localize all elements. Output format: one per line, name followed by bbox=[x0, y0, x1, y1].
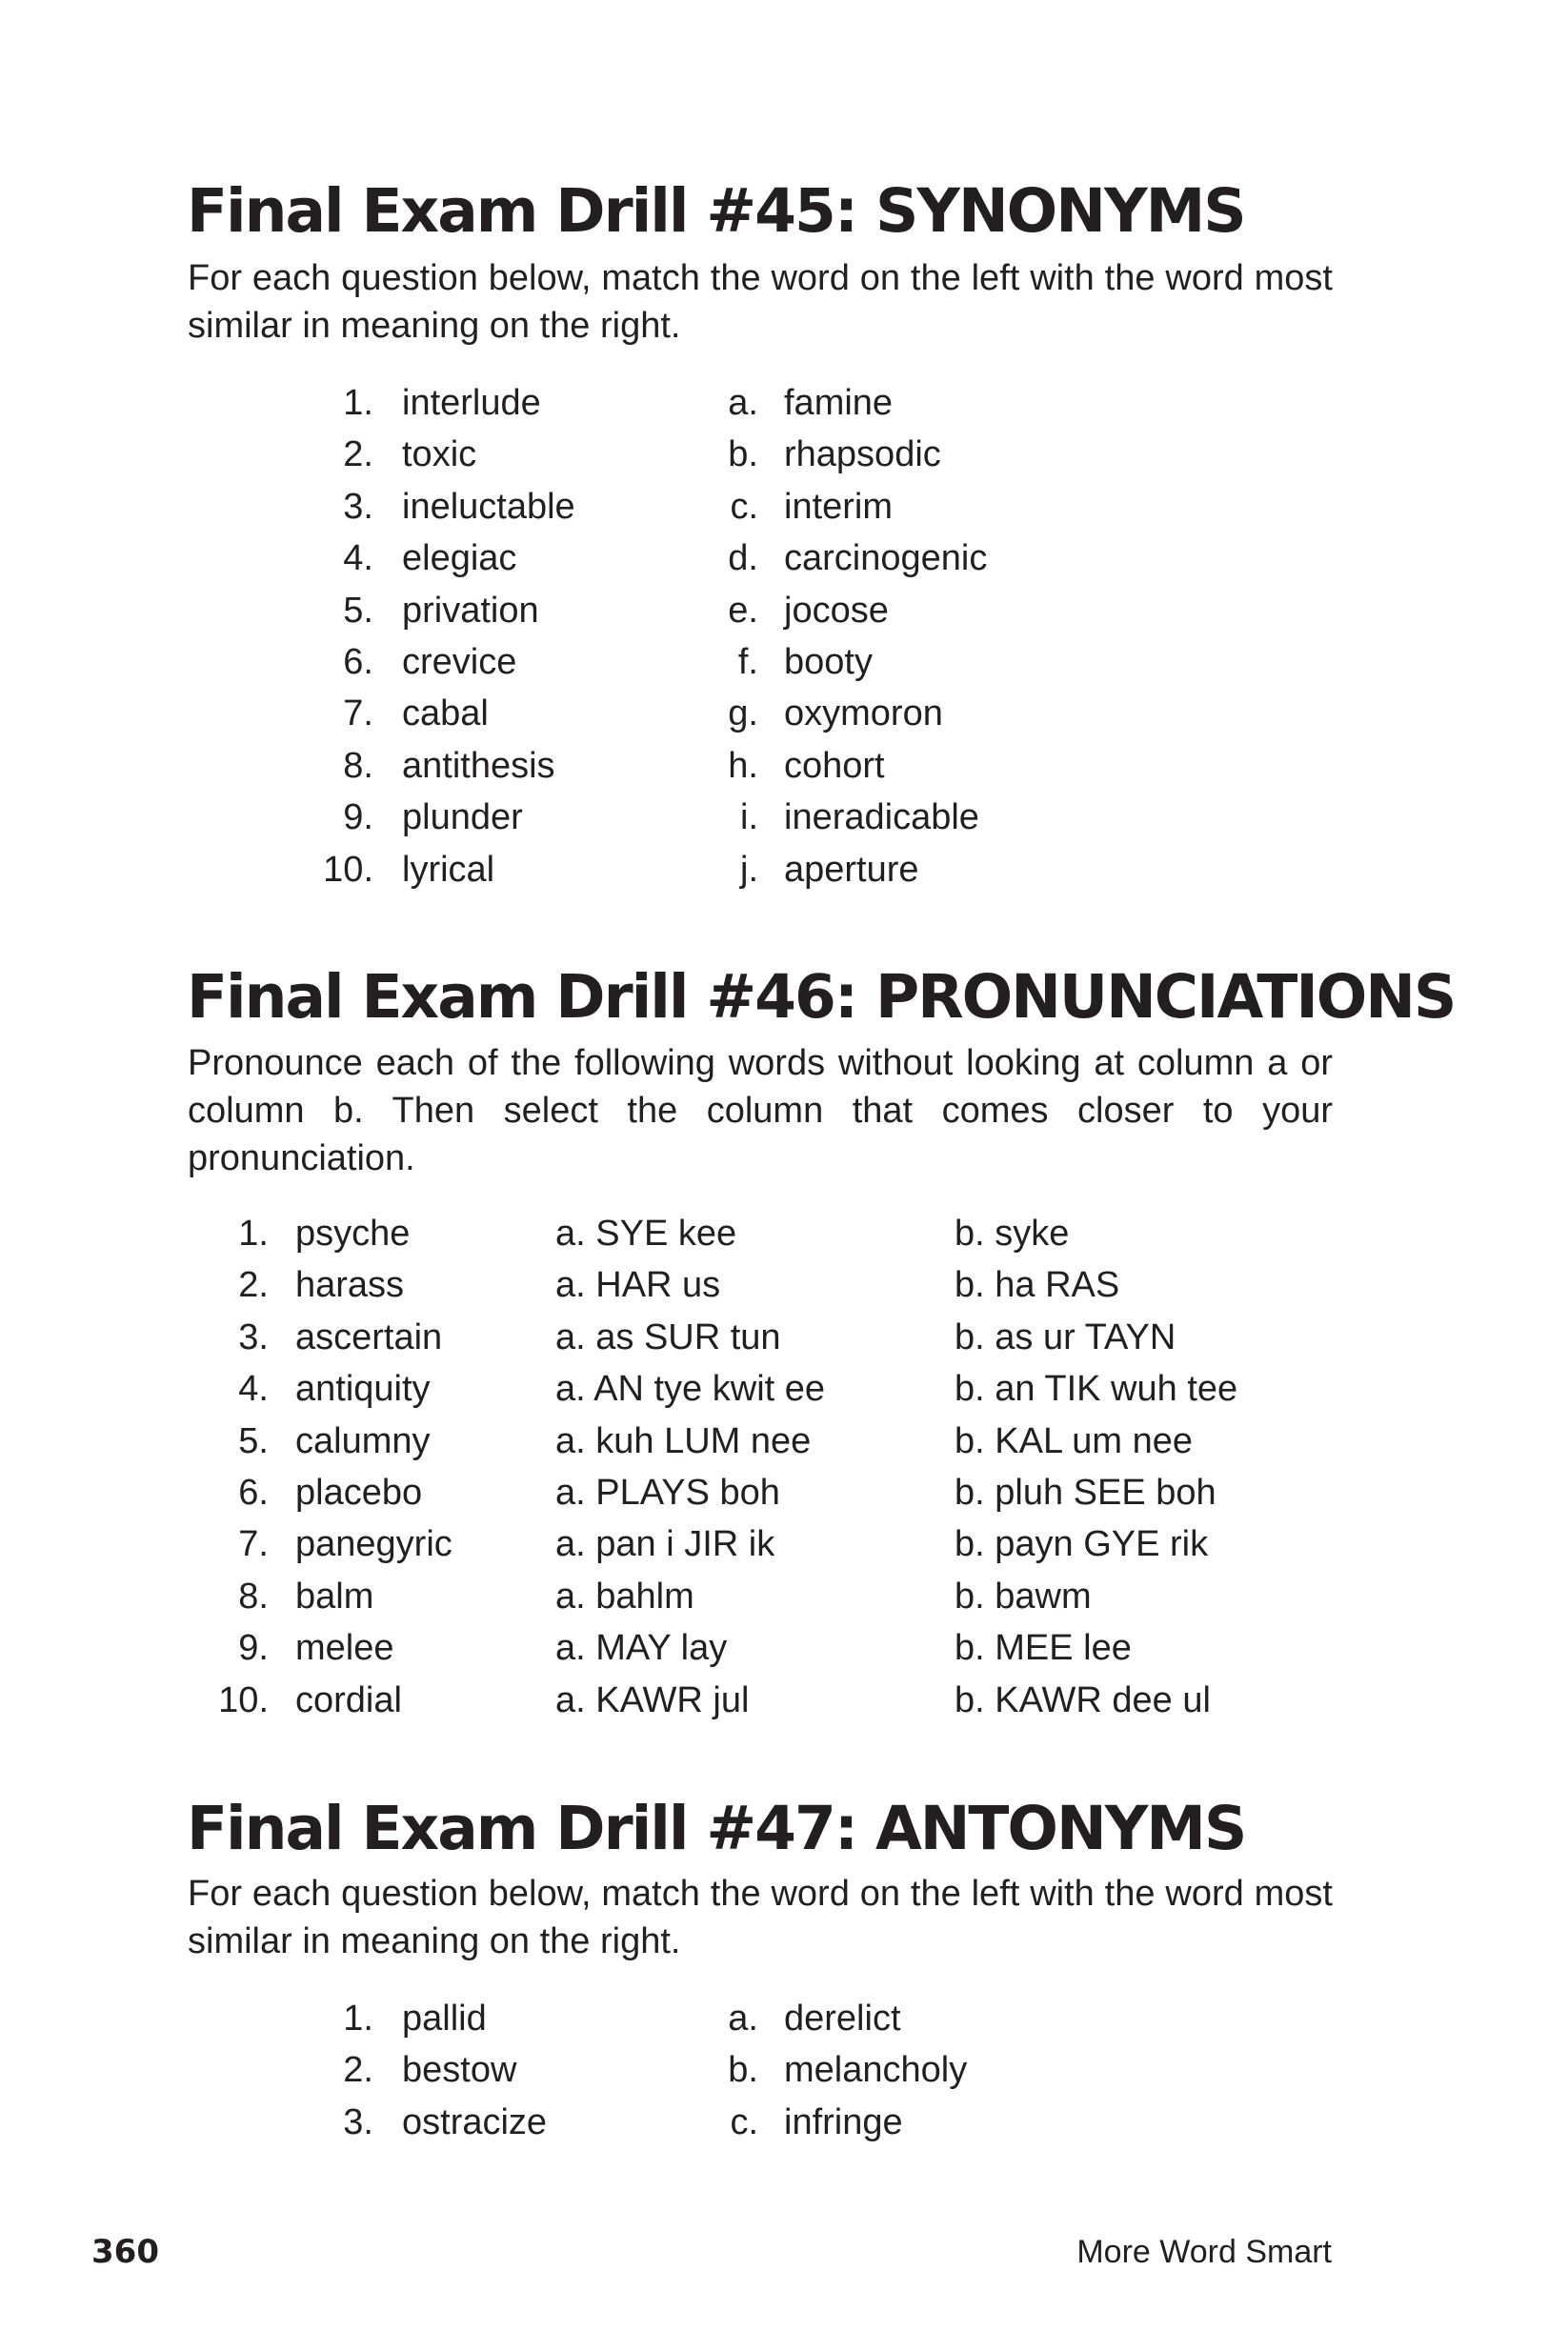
pronunciation-b: b. syke bbox=[955, 1214, 1070, 1254]
item-word: antiquity bbox=[295, 1369, 431, 1410]
choice-letter: g. bbox=[728, 693, 758, 734]
item-number: 7. bbox=[343, 693, 373, 734]
pronunciation-b: b. an TIK wuh tee bbox=[955, 1369, 1238, 1410]
list-item bbox=[0, 636, 1568, 688]
item-number: 1. bbox=[343, 383, 373, 423]
list-item bbox=[0, 1675, 1568, 1726]
drill-47-heading: Final Exam Drill #47: ANTONYMS bbox=[187, 1794, 1246, 1863]
item-number: 4. bbox=[343, 538, 373, 579]
item-number: 4. bbox=[238, 1369, 269, 1410]
drill-45-instructions: For each question below, match the word on the left with the word most similar in meaning on the right. bbox=[188, 258, 1333, 346]
item-word: cordial bbox=[295, 1679, 402, 1720]
pronunciation-b: b. as ur TAYN bbox=[955, 1316, 1176, 1357]
item-number: 1. bbox=[343, 1999, 373, 2039]
drill-47-instructions: For each question below, match the word on the left with the word most similar in meaning on the right. bbox=[188, 1874, 1333, 1961]
choice-letter: a. bbox=[728, 1999, 758, 2039]
drill-47-list bbox=[0, 1993, 1568, 2148]
item-word: toxic bbox=[402, 434, 477, 475]
choice-letter: i. bbox=[740, 797, 758, 838]
pronunciation-a: a. kuh LUM nee bbox=[555, 1420, 812, 1461]
choice-word: derelict bbox=[784, 1999, 901, 2039]
list-item bbox=[0, 1467, 1568, 1518]
item-number: 7. bbox=[238, 1524, 269, 1565]
item-word: ostracize bbox=[402, 2101, 548, 2142]
choice-letter: a. bbox=[728, 383, 758, 423]
drill-45-heading: Final Exam Drill #45: SYNONYMS bbox=[187, 176, 1245, 246]
pronunciation-a: a. AN tye kwit ee bbox=[555, 1369, 826, 1410]
list-item bbox=[0, 688, 1568, 739]
pronunciation-a: a. as SUR tun bbox=[555, 1316, 781, 1357]
list-item bbox=[0, 1312, 1568, 1363]
list-item bbox=[0, 792, 1568, 843]
list-item bbox=[0, 1571, 1568, 1622]
item-word: calumny bbox=[295, 1420, 431, 1461]
item-number: 9. bbox=[238, 1628, 269, 1669]
pronunciation-b: b. MEE lee bbox=[955, 1628, 1132, 1669]
item-word: plunder bbox=[402, 797, 523, 838]
item-word: panegyric bbox=[295, 1524, 452, 1565]
pronunciation-a: a. bahlm bbox=[555, 1576, 694, 1617]
list-item bbox=[0, 532, 1568, 584]
choice-word: cohort bbox=[784, 745, 885, 786]
choice-letter: b. bbox=[728, 434, 758, 475]
list-item bbox=[0, 1993, 1568, 2044]
choice-letter: c. bbox=[730, 2101, 758, 2142]
list-item bbox=[0, 377, 1568, 429]
item-number: 1. bbox=[238, 1214, 269, 1254]
book-title: More Word Smart bbox=[1076, 2234, 1332, 2270]
choice-letter: e. bbox=[728, 590, 758, 631]
item-number: 3. bbox=[343, 486, 373, 527]
item-word: pallid bbox=[402, 1999, 487, 2039]
pronunciation-a: a. pan i JIR ik bbox=[555, 1524, 775, 1565]
pronunciation-b: b. KAWR dee ul bbox=[955, 1679, 1211, 1720]
item-word: ineluctable bbox=[402, 486, 575, 527]
choice-letter: h. bbox=[728, 745, 758, 786]
item-number: 6. bbox=[238, 1472, 269, 1513]
item-word: harass bbox=[295, 1265, 405, 1306]
choice-letter: f. bbox=[737, 641, 758, 682]
list-item bbox=[0, 844, 1568, 895]
item-word: interlude bbox=[402, 383, 541, 423]
item-word: privation bbox=[402, 590, 539, 631]
item-word: ascertain bbox=[295, 1316, 443, 1357]
item-number: 6. bbox=[343, 641, 373, 682]
pronunciation-a: a. KAWR jul bbox=[555, 1679, 750, 1720]
pronunciation-a: a. MAY lay bbox=[555, 1628, 728, 1669]
list-item bbox=[0, 2044, 1568, 2096]
choice-word: ineradicable bbox=[784, 797, 979, 838]
pronunciation-a: a. HAR us bbox=[555, 1265, 721, 1306]
item-number: 2. bbox=[343, 434, 373, 475]
list-item bbox=[0, 2097, 1568, 2148]
item-number: 5. bbox=[238, 1420, 269, 1461]
page-number: 360 bbox=[91, 2233, 159, 2271]
choice-word: aperture bbox=[784, 849, 919, 890]
item-number: 5. bbox=[343, 590, 373, 631]
list-item bbox=[0, 1363, 1568, 1415]
list-item bbox=[0, 1259, 1568, 1311]
choice-word: oxymoron bbox=[784, 693, 943, 734]
list-item bbox=[0, 1622, 1568, 1674]
list-item bbox=[0, 585, 1568, 636]
item-word: elegiac bbox=[402, 538, 517, 579]
item-number: 10. bbox=[323, 849, 373, 890]
item-number: 3. bbox=[238, 1316, 269, 1357]
item-word: placebo bbox=[295, 1472, 423, 1513]
choice-letter: j. bbox=[740, 849, 758, 890]
item-number: 10. bbox=[218, 1679, 269, 1720]
choice-word: infringe bbox=[784, 2101, 903, 2142]
choice-word: booty bbox=[784, 641, 873, 682]
list-item bbox=[0, 481, 1568, 532]
item-word: balm bbox=[295, 1576, 374, 1617]
list-item bbox=[0, 429, 1568, 480]
pronunciation-a: a. SYE kee bbox=[555, 1214, 737, 1254]
pronunciation-b: b. ha RAS bbox=[955, 1265, 1120, 1306]
choice-letter: b. bbox=[728, 2050, 758, 2091]
pronunciation-b: b. pluh SEE boh bbox=[955, 1472, 1216, 1513]
item-word: bestow bbox=[402, 2050, 517, 2091]
choice-word: interim bbox=[784, 486, 894, 527]
choice-word: jocose bbox=[784, 590, 889, 631]
choice-word: carcinogenic bbox=[784, 538, 988, 579]
pronunciation-a: a. PLAYS boh bbox=[555, 1472, 780, 1513]
choice-word: rhapsodic bbox=[784, 434, 941, 475]
list-item bbox=[0, 1518, 1568, 1570]
item-number: 9. bbox=[343, 797, 373, 838]
drill-45-list bbox=[0, 377, 1568, 895]
choice-word: famine bbox=[784, 383, 894, 423]
item-word: antithesis bbox=[402, 745, 555, 786]
item-number: 3. bbox=[343, 2101, 373, 2142]
item-number: 2. bbox=[238, 1265, 269, 1306]
item-word: cabal bbox=[402, 693, 489, 734]
item-word: crevice bbox=[402, 641, 517, 682]
item-number: 8. bbox=[343, 745, 373, 786]
item-number: 8. bbox=[238, 1576, 269, 1617]
item-word: lyrical bbox=[402, 849, 495, 890]
item-number: 2. bbox=[343, 2050, 373, 2091]
pronunciation-b: b. bawm bbox=[955, 1576, 1092, 1617]
drill-46-list bbox=[0, 1208, 1568, 1726]
item-word: psyche bbox=[295, 1214, 411, 1254]
item-word: melee bbox=[295, 1628, 394, 1669]
drill-46-heading: Final Exam Drill #46: PRONUNCIATIONS bbox=[187, 962, 1456, 1032]
pronunciation-b: b. payn GYE rik bbox=[955, 1524, 1209, 1565]
list-item bbox=[0, 1416, 1568, 1467]
list-item bbox=[0, 740, 1568, 792]
choice-word: melancholy bbox=[784, 2050, 968, 2091]
list-item bbox=[0, 1208, 1568, 1259]
pronunciation-b: b. KAL um nee bbox=[955, 1420, 1193, 1461]
drill-46-instructions: Pronounce each of the following words without looking at column a or column b. Then select the column that comes closer to your pronunciation. bbox=[188, 1043, 1333, 1178]
choice-letter: d. bbox=[728, 538, 758, 579]
choice-letter: c. bbox=[730, 486, 758, 527]
